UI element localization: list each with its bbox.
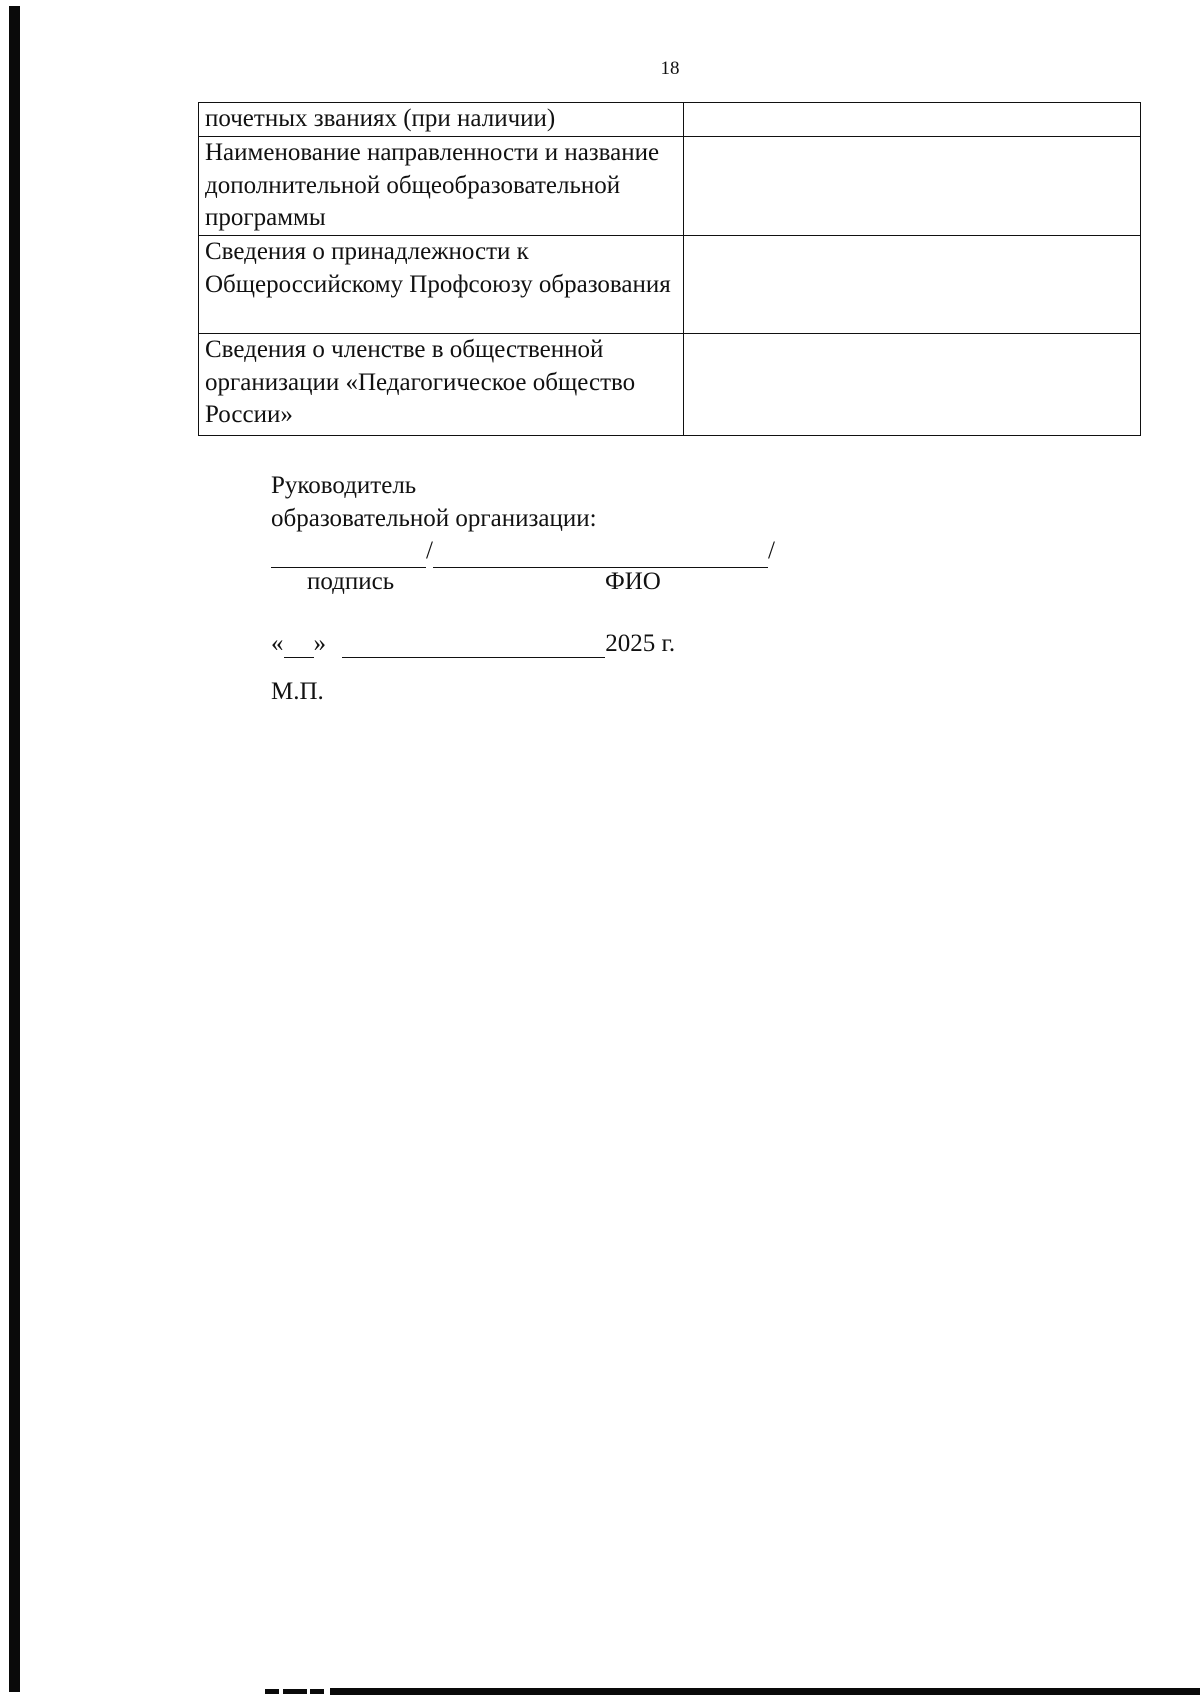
signature-blank[interactable] (271, 541, 426, 568)
signature-title-line-2: образовательной организации: (271, 504, 597, 532)
signature-title-line-1: Руководитель (271, 472, 417, 499)
scan-bottom-edge-fragment (283, 1689, 307, 1694)
name-blank[interactable] (433, 541, 768, 568)
signature-block (271, 470, 775, 568)
row-label-honorary-titles: почетных званиях (при наличии) (199, 103, 684, 137)
name-caption: ФИО (605, 568, 661, 595)
table-row (199, 103, 1141, 137)
row-label-society: Сведения о членстве в общественной организации «Педагогическое общество России» (199, 334, 684, 436)
page-number: 18 (660, 58, 680, 79)
row-label-program: Наименование направленности и название дополнительной общеобразовательной программы (199, 137, 684, 236)
date-close-quote: » (313, 630, 326, 657)
table-row (199, 137, 1141, 236)
scan-left-edge (9, 6, 20, 1692)
day-blank[interactable] (284, 631, 314, 658)
row-label-union: Сведения о принадлежности к Общероссийскому Профсоюзу образования (199, 236, 684, 334)
month-blank[interactable] (342, 631, 605, 658)
info-table (198, 102, 1141, 436)
scan-bottom-edge (330, 1688, 1200, 1695)
signature-captions (271, 568, 731, 602)
row-value-program[interactable] (684, 137, 1141, 236)
date-year: 2025 г. (605, 630, 676, 657)
row-value-society[interactable] (684, 334, 1141, 436)
table-row (199, 236, 1141, 334)
table-row (199, 334, 1141, 436)
date-open-quote: « (271, 630, 284, 657)
signature-line (271, 535, 775, 568)
signature-caption: подпись (307, 568, 395, 595)
stamp-label: М.П. (271, 678, 324, 705)
row-value-honorary-titles[interactable] (684, 103, 1141, 137)
scan-bottom-edge-fragment (310, 1689, 324, 1694)
signature-separator-end: / (767, 537, 775, 564)
date-line (271, 630, 675, 658)
scan-bottom-edge-fragment (265, 1689, 279, 1694)
signature-separator: / (426, 537, 433, 564)
row-value-union[interactable] (684, 236, 1141, 334)
